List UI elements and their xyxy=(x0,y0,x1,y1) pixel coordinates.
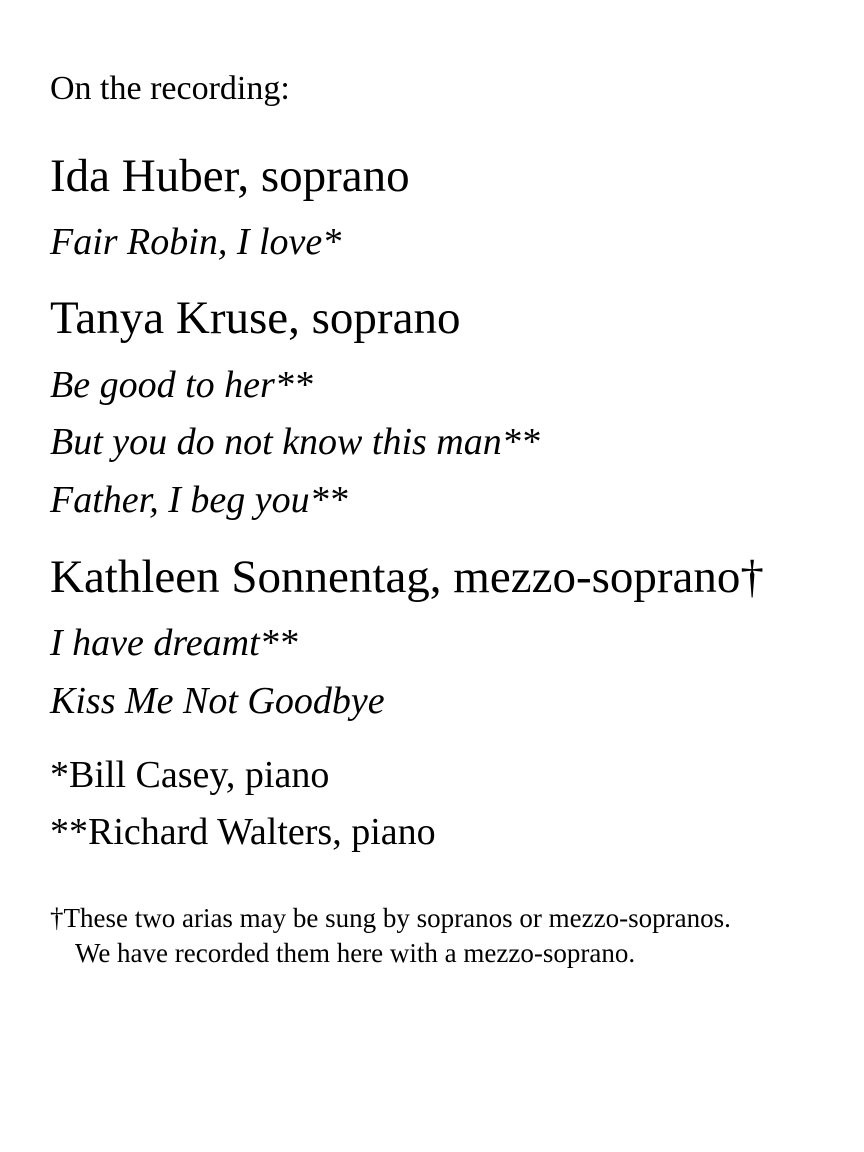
pianist-credit: *Bill Casey, piano xyxy=(50,753,330,796)
aria-title: I have dreamt** xyxy=(50,622,298,665)
performer-name: Tanya Kruse, soprano xyxy=(50,292,461,345)
aria-title: Be good to her** xyxy=(50,363,313,406)
aria-list xyxy=(50,214,816,272)
aria-title: Kiss Me Not Goodbye xyxy=(50,679,385,722)
pianist-credit: **Richard Walters, piano xyxy=(50,810,436,853)
performer-section xyxy=(50,281,816,529)
performer-name: Kathleen Sonnentag, mezzo-soprano† xyxy=(50,550,764,603)
footnote-line: We have recorded them here with a mezzo-soprano. xyxy=(75,938,636,969)
aria-title: Father, I beg you** xyxy=(50,479,348,522)
aria-list xyxy=(50,615,816,731)
aria-title: Fair Robin, I love* xyxy=(50,220,342,263)
aria-title: But you do not know this man** xyxy=(50,421,540,464)
performer-section xyxy=(50,139,816,272)
dagger-footnote xyxy=(50,901,816,973)
performer-name: Ida Huber, soprano xyxy=(50,149,410,202)
aria-list xyxy=(50,357,816,530)
intro-line: On the recording: xyxy=(50,70,290,107)
performer-section xyxy=(50,540,816,731)
footnote-line: †These two arias may be sung by sopranos or mezzo-sopranos. xyxy=(50,902,731,933)
pianist-credits xyxy=(50,747,816,861)
